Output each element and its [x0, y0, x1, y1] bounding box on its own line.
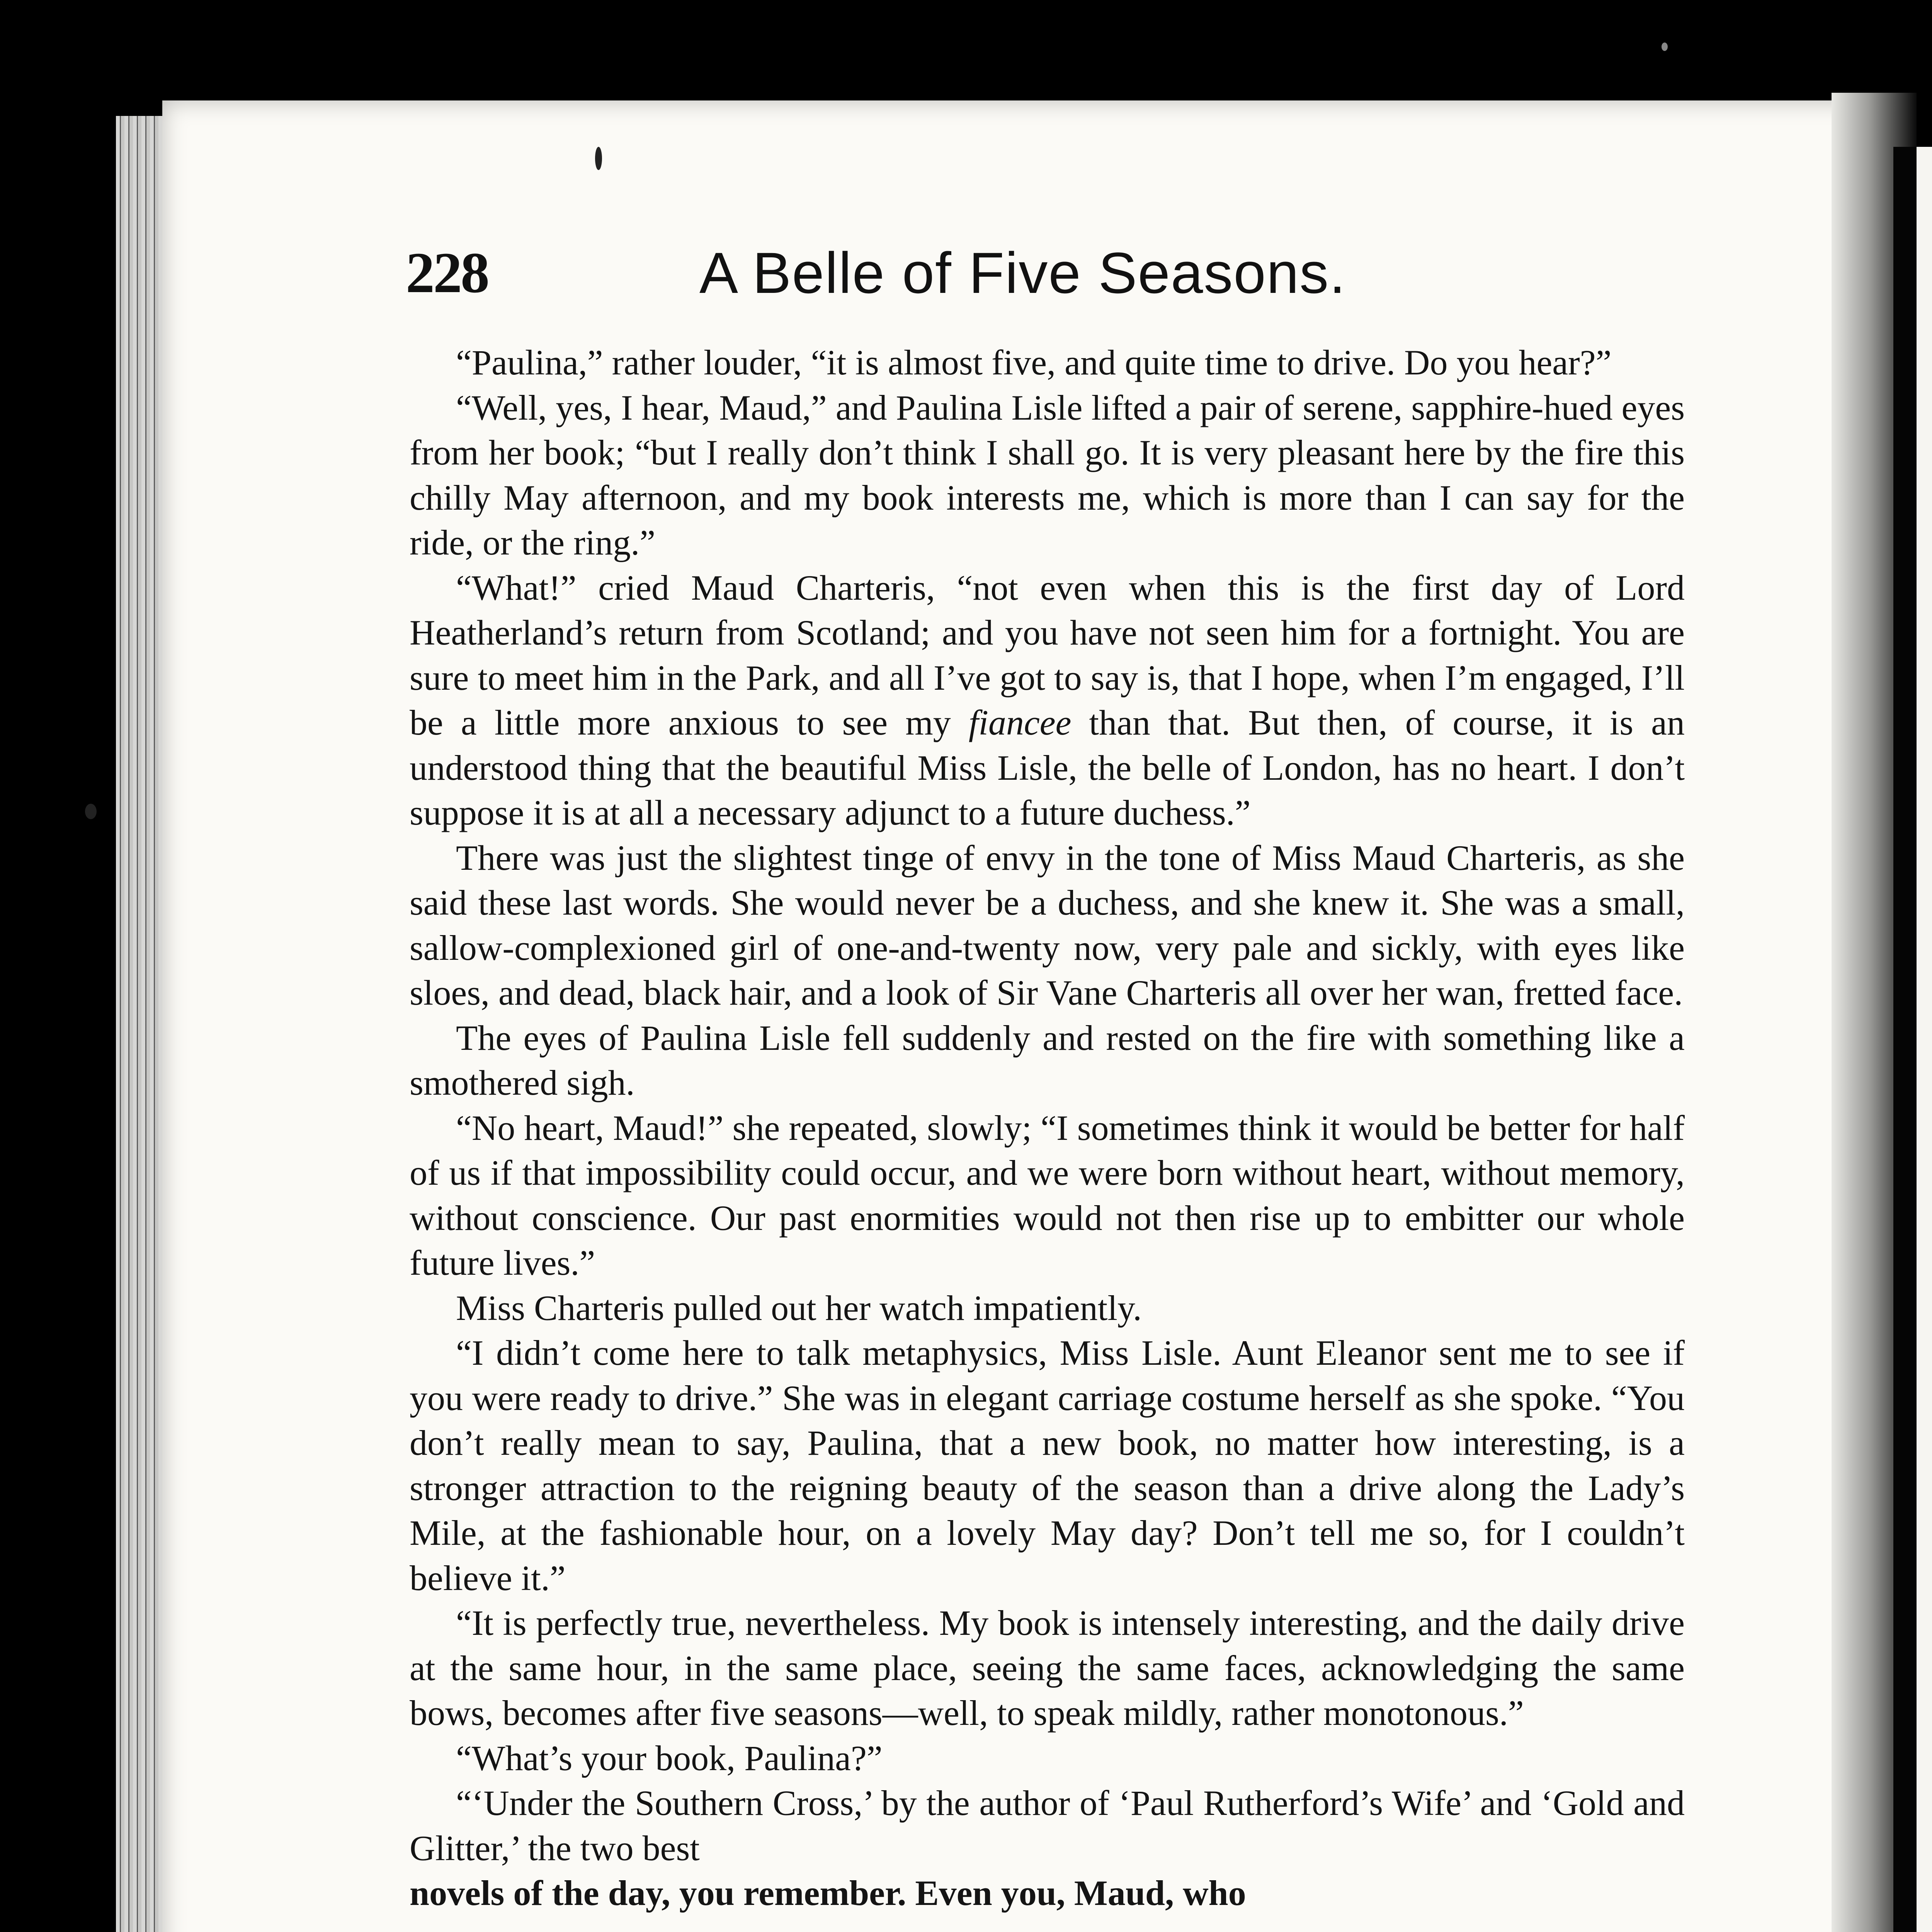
paragraph: The eyes of Paulina Lisle fell suddenly and rested on the fire with something like a smothered sigh. [410, 1018, 1685, 1102]
paragraph: “‘Under the Southern Cross,’ by the author of ‘Paul Rutherford’s Wife’ and ‘Gold and Glitter,’ the two best [410, 1783, 1685, 1868]
adjacent-page [1917, 147, 1932, 1932]
paragraph: “I didn’t come here to talk metaphysics, Miss Lisle. Aunt Eleanor sent me to see if you were ready to drive.” She was in elegant carriage costume herself as she spoke. “You don’t really mean to say, Paulina, that a new book, no matter how interesting, is a stronger attraction to the reigning beauty of the season than a drive along the Lady’s Mile, at the fashionable hour, on a lovely May day? Don’t tell me so, for I couldn’t believe it.” [410, 1333, 1685, 1598]
paragraph [410, 565, 1685, 835]
paragraph: “What’s your book, Paulina?” [456, 1738, 883, 1778]
paragraph: “It is perfectly true, nevertheless. My book is intensely interesting, and the daily drive at the same hour, in the same place, seeing the same faces, acknowledging the same bows, becomes after five seasons—well, to speak mildly, rather monotonous.” [410, 1603, 1685, 1733]
paragraph-text: “What!” cried Maud Charteris, “not even when this is the first day of Lord Heatherland’s return from Scotland; and you have not seen him for a fortnight. You are sure to meet him in the Park, and all I’ve got to say is, that I hope, when I’m engaged, I’ll be a little more anxious to see my [410, 568, 1685, 742]
paragraph: “Well, yes, I hear, Maud,” and Paulina Lisle lifted a pair of serene, sapphire-hued eyes from her book; “but I really don’t think I shall go. It is very pleasant here by the fire this chilly May afternoon, and my book interests me, which is more than I can say for the ride, or the ring.” [410, 388, 1685, 562]
ink-speck [1662, 43, 1668, 51]
paragraph: Miss Charteris pulled out her watch impatiently. [456, 1288, 1142, 1328]
paragraph-text: than that. But then, of course, it is an understood thing that the beautiful Miss Lisle, the belle of London, has no heart. I don’t suppose it is at all a necessary adjunct to a future duchess.” [410, 703, 1685, 832]
ink-speck [595, 147, 602, 170]
ink-speck [85, 804, 97, 819]
body-text [410, 340, 1685, 1916]
paragraph: “Paulina,” rather louder, “it is almost five, and quite time to drive. Do you hear?” [456, 343, 1612, 382]
page-number: 228 [406, 241, 488, 305]
paragraph: “No heart, Maud!” she repeated, slowly; “I sometimes think it would be better for half of us if that impossibility could occur, and we were born without heart, without memory, without conscience. Our past enormities would not then rise up to embitter our whole future lives.” [410, 1108, 1685, 1282]
italic-word: fiancee [968, 703, 1071, 742]
running-title: A Belle of Five Seasons. [699, 240, 1346, 305]
paragraph-continued: novels of the day, you remember. Even you, Maud, who [410, 1873, 1246, 1913]
page-header [406, 240, 1719, 317]
paragraph: There was just the slightest tinge of envy in the tone of Miss Maud Charteris, as she said these last words. She would never be a duchess, and she knew it. She was a small, sallow-complexioned girl of one-and-twenty now, very pale and sickly, with eyes like sloes, and dead, black hair, and a look of Sir Vane Charteris all over her wan, fretted face. [410, 838, 1685, 1012]
